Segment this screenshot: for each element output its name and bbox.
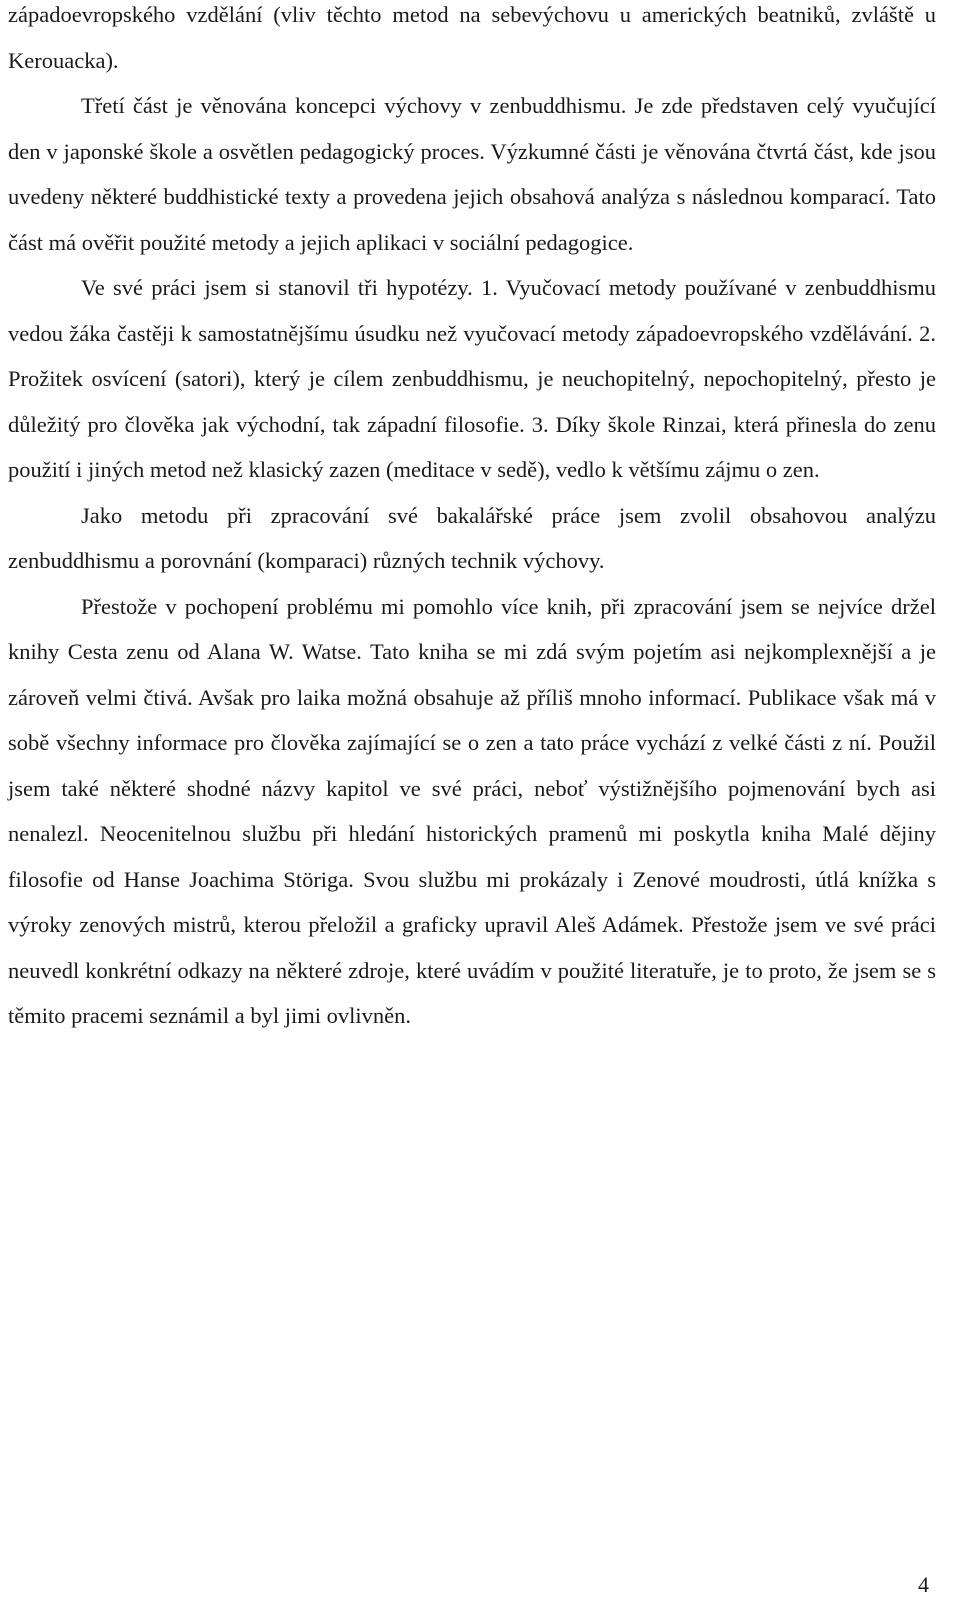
paragraph-hypotheses: Ve své práci jsem si stanovil tři hypotézy. 1. Vyučovací metody používané v zenbuddhismu vedou žáka častěji k samostatnějšímu úsudku než vyučovací metody západoevropského vzdělávání. 2. Prožitek osvícení (satori), který je cílem zenbuddhismu, je neuchopitelný, nepochopitelný, přesto je důležitý pro člověka jak východní, tak západní filosofie. 3. Díky škole Rinzai, která přinesla do zenu použití i jiných metod než klasický zazen (meditace v sedě), vedlo k většímu zájmu o zen. [8, 275, 936, 482]
paragraph-method: Jako metodu při zpracování své bakalářské práce jsem zvolil obsahovou analýzu zenbuddhismu a porovnání (komparaci) různých technik výchovy. [8, 502, 936, 573]
paragraph-sources: Přestože v pochopení problému mi pomohlo více knih, při zpracování jsem se nejvíce držel knihy Cesta zenu od Alana W. Watse. Tato kniha se mi zdá svým pojetím asi nejkomplexnější a je zároveň velmi čtivá. Avšak pro laika možná obsahuje až příliš mnoho informací. Publikace však má v sobě všechny informace pro člověka zajímající se o zen a tato práce vychází z velké části z ní. Použil jsem také některé shodné názvy kapitol ve své práci, neboť výstižnějšího pojmenování bych asi nenalezl. Neocenitelnou službu při hledání historických pramenů mi poskytla kniha Malé dějiny filosofie od Hanse Joachima Störiga. Svou službu mi prokázaly i Zenové moudrosti, útlá knížka s výroky zenových mistrů, kterou přeložil a graficky upravil Aleš Adámek. Přestože jsem ve své práci neuvedl konkrétní odkazy na některé zdroje, které uvádím v použité literatuře, je to proto, že jsem se s těmito pracemi seznámil a byl jimi ovlivněn. [8, 593, 936, 1028]
document-body [8, 0, 936, 1039]
paragraph-intro-continuation: západoevropského vzdělání (vliv těchto metod na sebevýchovu u amerických beatniků, zvláště u Kerouacka). [8, 2, 936, 73]
page-number: 4 [918, 1572, 929, 1597]
paragraph-structure-overview: Třetí část je věnována koncepci výchovy v zenbuddhismu. Je zde představen celý vyučující den v japonské škole a osvětlen pedagogický proces. Výzkumné části je věnována čtvrtá část, kde jsou uvedeny některé buddhistické texty a provedena jejich obsahová analýza s následnou komparací. Tato část má ověřit použité metody a jejich aplikaci v sociální pedagogice. [8, 93, 936, 255]
